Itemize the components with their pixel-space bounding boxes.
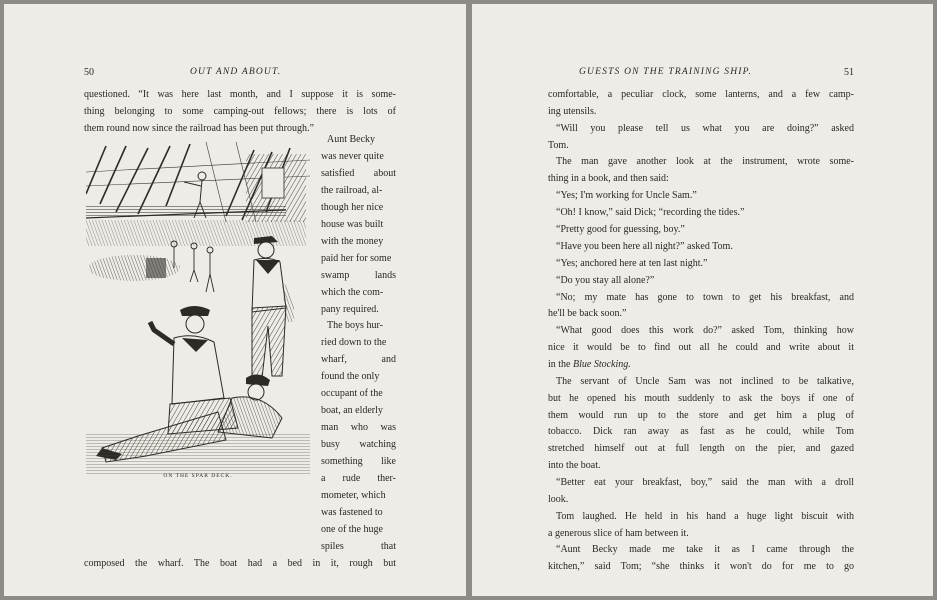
right-running-head: GUESTS ON THE TRAINING SHIP.: [579, 67, 753, 77]
text-line: one of the huge: [321, 524, 383, 535]
text-line: was fastened to: [321, 507, 383, 518]
text-fragment: in the: [548, 359, 573, 370]
text-line: mometer, which: [321, 490, 386, 501]
text-line: pany required.: [321, 304, 379, 315]
illustration-caption: ON THE SPAR DECK.: [163, 473, 233, 479]
text-line: wharf, and: [321, 354, 396, 365]
text-line: them round now since the railroad has been put through.”: [84, 123, 314, 134]
text-line: composed the wharf. The boat had a bed in it, rough but: [84, 558, 396, 569]
text-line: man who was: [321, 422, 396, 433]
left-running-head: OUT AND ABOUT.: [190, 67, 282, 77]
text-line: he'll be back soon.”: [548, 308, 627, 319]
text-line: swamp lands: [321, 270, 396, 281]
text-line: busy watching: [321, 439, 396, 450]
text-line: something like: [321, 456, 396, 467]
italic-title: Blue Stocking.: [573, 359, 631, 370]
text-line: kitchen,” said Tom; “she thinks it won't do for me to go: [548, 561, 854, 572]
text-line: “Do you stay all alone?”: [556, 275, 655, 286]
text-line: tobacco. Dick ran away as fast as he could, while Tom: [548, 426, 854, 437]
text-line: satisfied about: [321, 168, 396, 179]
text-line: occupant of the: [321, 388, 383, 399]
text-line: nice it would be to find out all he could and write about it: [548, 342, 854, 353]
text-line: found the only: [321, 371, 380, 382]
text-line: spiles that: [321, 541, 396, 552]
engraving-illustration: [86, 142, 310, 474]
text-line: into the boat.: [548, 460, 601, 471]
text-line: the railroad, al-: [321, 185, 383, 196]
text-line: though her nice: [321, 202, 384, 213]
sailors-on-deck-drawing: [86, 142, 310, 474]
text-line: Aunt Becky: [327, 134, 376, 145]
text-line: stretched himself out at full length on the pier, and gazed: [548, 443, 854, 454]
right-page-number: 51: [844, 67, 854, 78]
text-line: ing utensils.: [548, 106, 597, 117]
text-line: a generous slice of ham between it.: [548, 528, 689, 539]
text-line: “No; my mate has gone to town to get his breakfast, and: [556, 292, 854, 303]
right-page: [472, 4, 933, 596]
text-line: “Have you been here all night?” asked Tom.: [556, 241, 733, 252]
text-line: was never quite: [321, 151, 384, 162]
text-line: “Aunt Becky made me take it as I came through the: [556, 544, 854, 555]
text-line: “Oh! I know,” said Dick; “recording the tides.”: [556, 207, 745, 218]
text-line: questioned. “It was here last month, and I suppose it is some-: [84, 89, 396, 100]
text-line: [548, 358, 631, 371]
text-line: comfortable, a peculiar clock, some lanterns, and a few camp-: [548, 89, 854, 100]
text-line: but he opened his mouth suddenly to ask the boys if one of: [548, 393, 854, 404]
text-line: ried down to the: [321, 337, 387, 348]
text-line: thing belonging to some camping-out fellows; there is lots of: [84, 106, 396, 117]
text-line: “What good does this work do?” asked Tom, thinking how: [556, 325, 854, 336]
text-line: paid her for some: [321, 253, 392, 264]
text-line: house was built: [321, 219, 384, 230]
text-line: “Better eat your breakfast, boy,” said the man with a droll: [556, 477, 854, 488]
text-line: The servant of Uncle Sam was not inclined to be talkative,: [556, 376, 854, 387]
text-line: The boys hur-: [327, 320, 383, 331]
text-line: “Will you please tell us what you are doing?” asked: [556, 123, 854, 134]
left-page: [4, 4, 466, 596]
text-line: “Yes; anchored here at ten last night.”: [556, 258, 708, 269]
text-line: them would run up to the store and get him a plug of: [548, 410, 854, 421]
text-line: look.: [548, 494, 569, 505]
text-line: with the money: [321, 236, 384, 247]
text-line: boat, an elderly: [321, 405, 383, 416]
text-line: Tom laughed. He held in his hand a huge light biscuit with: [556, 511, 854, 522]
text-line: “Yes; I'm working for Uncle Sam.”: [556, 190, 697, 201]
left-page-number: 50: [84, 67, 94, 78]
text-line: a rude ther-: [321, 473, 396, 484]
text-line: thing in a book, and then said:: [548, 173, 669, 184]
text-line: The man gave another look at the instrument, wrote some-: [556, 156, 854, 167]
text-line: “Pretty good for guessing, boy.”: [556, 224, 685, 235]
text-line: which the com-: [321, 287, 384, 298]
text-line: Tom.: [548, 140, 569, 151]
